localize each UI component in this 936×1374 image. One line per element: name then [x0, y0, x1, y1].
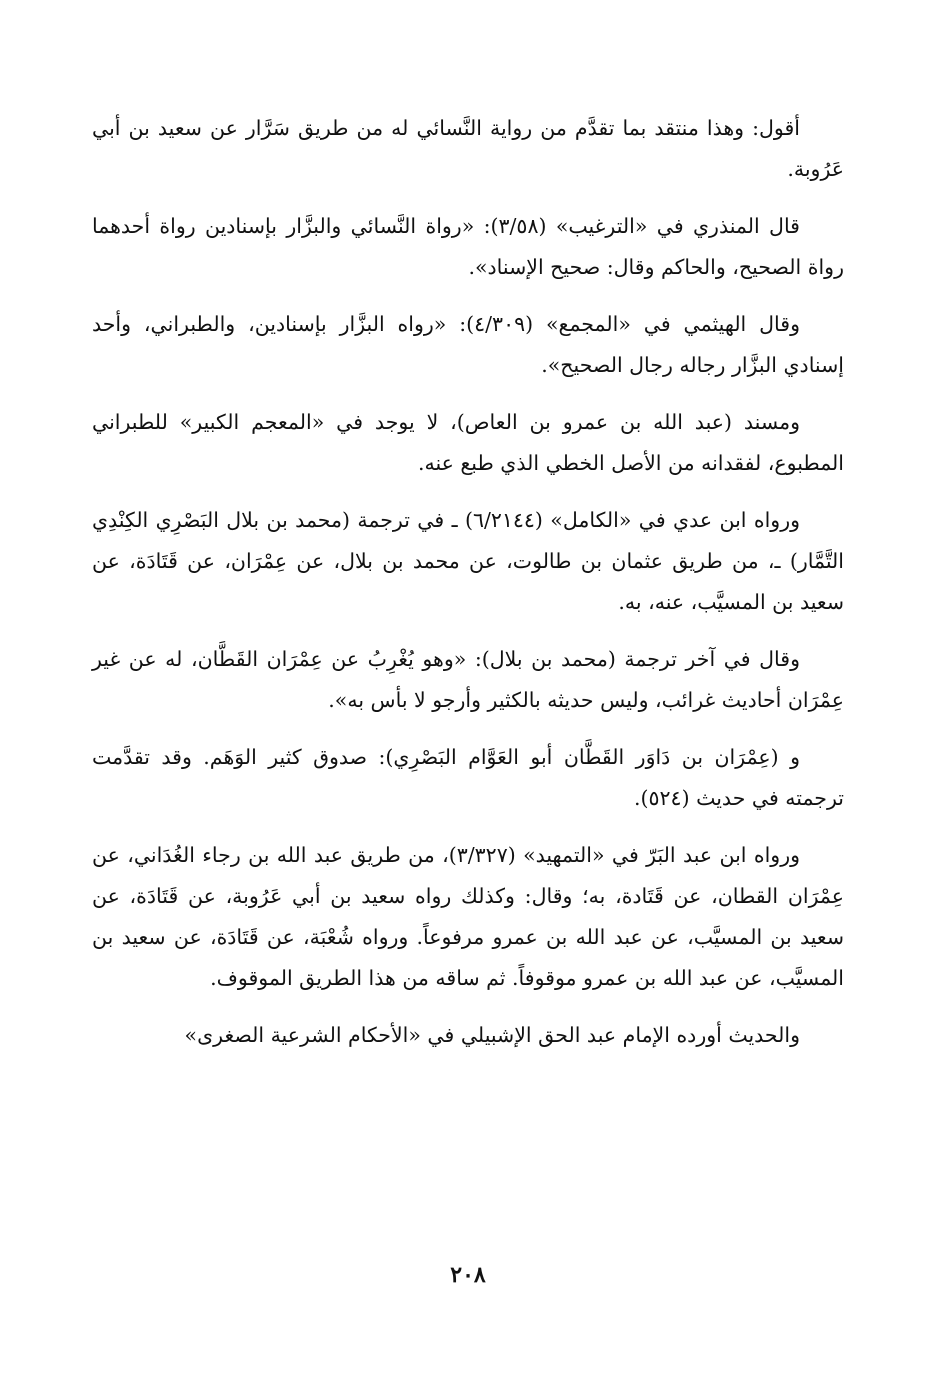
- paragraph-6: وقال في آخر ترجمة (محمد بن بلال): «وهو يُغْرِبُ عن عِمْرَان القَطَّان، له عن غير عِمْرَان أحاديث غرائب، وليس حديثه بالكثير وأرجو لا بأس به».: [92, 647, 844, 712]
- paragraph-5: ورواه ابن عدي في «الكامل» (٦/٢١٤٤) ـ في ترجمة (محمد بن بلال البَصْرِي الكِنْدِي التَّمَّار) ـ، من طريق عثمان بن طالوت، عن محمد بن بلال، عن عِمْرَان، عن قَتَادَة، عن سعيد بن المسيَّب، عنه، به.: [92, 508, 844, 614]
- paragraph-8: ورواه ابن عبد البَرّ في «التمهيد» (٣/٣٢٧)، من طريق عبد الله بن رجاء الغُدَاني، عن عِمْرَان القطان، عن قَتَادة، به؛ وقال: وكذلك رواه سعيد بن أبي عَرُوبة، عن قَتَادَة، عن سعيد بن المسيَّب، عن عبد الله بن عمرو مرفوعاً. ورواه شُعْبَة، عن قَتَادَة، عن سعيد بن المسيَّب، عن عبد الله بن عمرو موقوفاً. ثم ساقه من هذا الطريق الموقوف.: [92, 843, 844, 990]
- paragraph-1: أقول: وهذا منتقد بما تقدَّم من رواية النَّسائي له من طريق سَرَّار عن سعيد بن أبي عَرُوبة.: [92, 116, 844, 181]
- paragraph-2: قال المنذري في «الترغيب» (٣/٥٨): «رواة النَّسائي والبزَّار بإسنادين رواة أحدهما رواة الصحيح، والحاكم وقال: صحيح الإسناد».: [92, 214, 844, 279]
- page-number: ٢٠٨: [450, 1262, 486, 1288]
- paragraph-4: ومسند (عبد الله بن عمرو بن العاص)، لا يوجد في «المعجم الكبير» للطبراني المطبوع، لفقدانه من الأصل الخطي الذي طبع عنه.: [92, 410, 844, 475]
- paragraph-9: والحديث أورده الإمام عبد الحق الإشبيلي في «الأحكام الشرعية الصغرى»: [184, 1023, 800, 1047]
- paragraph-3: وقال الهيثمي في «المجمع» (٤/٣٠٩): «رواه البزَّار بإسنادين، والطبراني، وأحد إسنادي البزَّار رجاله رجال الصحيح».: [92, 312, 844, 377]
- paragraph-7: و (عِمْرَان بن دَاوَر القَطَّان أبو العَوَّام البَصْرِي): صدوق كثير الوَهَم. وقد تقدَّمت ترجمته في حديث (٥٢٤).: [92, 745, 844, 810]
- body-text: [92, 108, 844, 1072]
